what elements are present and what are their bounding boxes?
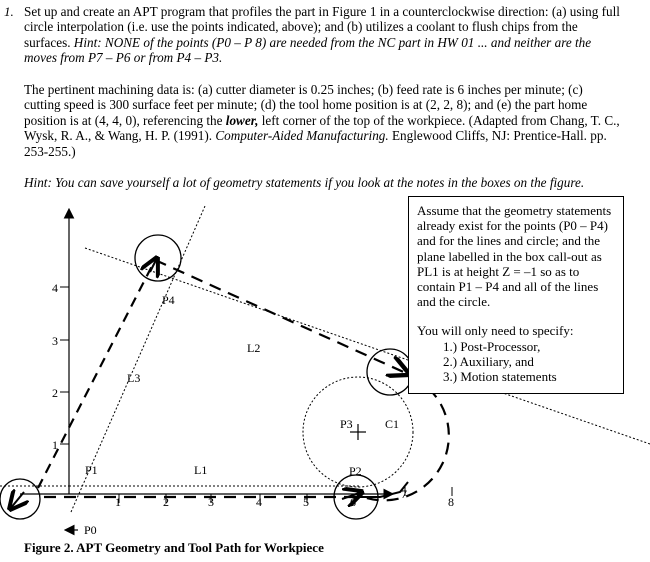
- cutter-at-p4: [135, 235, 181, 281]
- callout-specify: You will only need to specify:: [417, 323, 574, 339]
- problem-paragraph-2: [24, 82, 620, 159]
- toolpath-arc-c1: [356, 377, 449, 500]
- callout-item: 2.) Auxiliary, and: [443, 353, 534, 369]
- label-p0: P0: [84, 523, 97, 537]
- callout-box: [408, 196, 624, 394]
- y-tick-4: 4: [52, 281, 58, 295]
- label-l3: L3: [127, 371, 141, 385]
- callout-item: 3.) Motion statements: [443, 369, 557, 385]
- label-p3: P3: [340, 417, 353, 431]
- y-tick-3: 3: [52, 334, 58, 348]
- label-l2: L2: [247, 341, 261, 355]
- callout-assume: Assume that the geometry statements already exist for the points (P0 – P4) and for the lines and circle; and the plane labelled in the box call-out as PL1 is at height Z = –1 so as to contain P1 – P4 and all of the lines and the circle.: [417, 203, 612, 310]
- x-tick-5: 5: [303, 495, 309, 509]
- lower-emphasis: lower,: [225, 112, 259, 128]
- x-tick-1: 1: [115, 495, 121, 509]
- x-tick-4: 4: [256, 495, 262, 509]
- machining-data-text: The pertinent machining data is: (a) cutter diameter is 0.25 inches; (b) feed rate is 6 inches per minute; (c) cutting speed is 300 surface feet per minute; (d) the tool home position is at (2, 2, 8); and (e) the part home position is at (4, 4, 0), referencing the: [24, 82, 588, 128]
- problem-hint-1: Hint: NONE of the points (P0 – P 8) are needed from the NC part in HW 01 ... and neither are the moves from P7 – P6 or from P4 – P3.: [24, 34, 592, 66]
- book-title: Computer-Aided Manufacturing.: [215, 128, 389, 144]
- problem-number: 1.: [4, 4, 14, 19]
- callout-item: 1.) Post-Processor,: [443, 338, 541, 354]
- y-tick-1: 1: [52, 438, 58, 452]
- y-tick-2: 2: [52, 386, 58, 400]
- cutter-p4-arrow: [150, 258, 157, 272]
- x-tick-3: 3: [208, 495, 214, 509]
- toolpath-l2: [155, 260, 408, 374]
- cutter-at-p0: [0, 479, 40, 519]
- label-p1: P1: [85, 463, 98, 477]
- problem-text-1: Set up and create an APT program that profiles the part in Figure 1 in a counterclockwise direction: (a) using full circle interpolation (i.e. use the points indicated, above); and (b) utilizes a coolant to flush chips from the surfaces.: [24, 4, 620, 50]
- cutter-p0-arrow: [10, 492, 24, 509]
- reference-text: left corner of the top of the workpiece. (Adapted from Chang, T. C., Wysk, R. A., & Wang, H. P. (1991).: [24, 112, 620, 144]
- label-c1: C1: [385, 417, 400, 431]
- problem-paragraph-1: [24, 4, 620, 66]
- label-l1: L1: [194, 463, 208, 477]
- x-tick-8: 8: [448, 495, 454, 509]
- problem-hint-2: Hint: You can save yourself a lot of geometry statements if you look at the notes in the boxes on the figure.: [24, 175, 585, 190]
- x-tick-7: 7: [401, 487, 407, 501]
- label-p2: P2: [349, 464, 362, 478]
- publisher-text: Englewood Cliffs, NJ: Prentice-Hall. pp. 253-255.): [24, 128, 607, 159]
- x-tick-6: 6: [350, 495, 356, 509]
- cutter-at-l2-c1: [367, 349, 413, 395]
- callout-list: [417, 339, 615, 385]
- figure-caption: Figure 2. APT Geometry and Tool Path for Workpiece: [24, 540, 324, 555]
- x-tick-2: 2: [163, 495, 169, 509]
- label-p4: P4: [162, 293, 175, 307]
